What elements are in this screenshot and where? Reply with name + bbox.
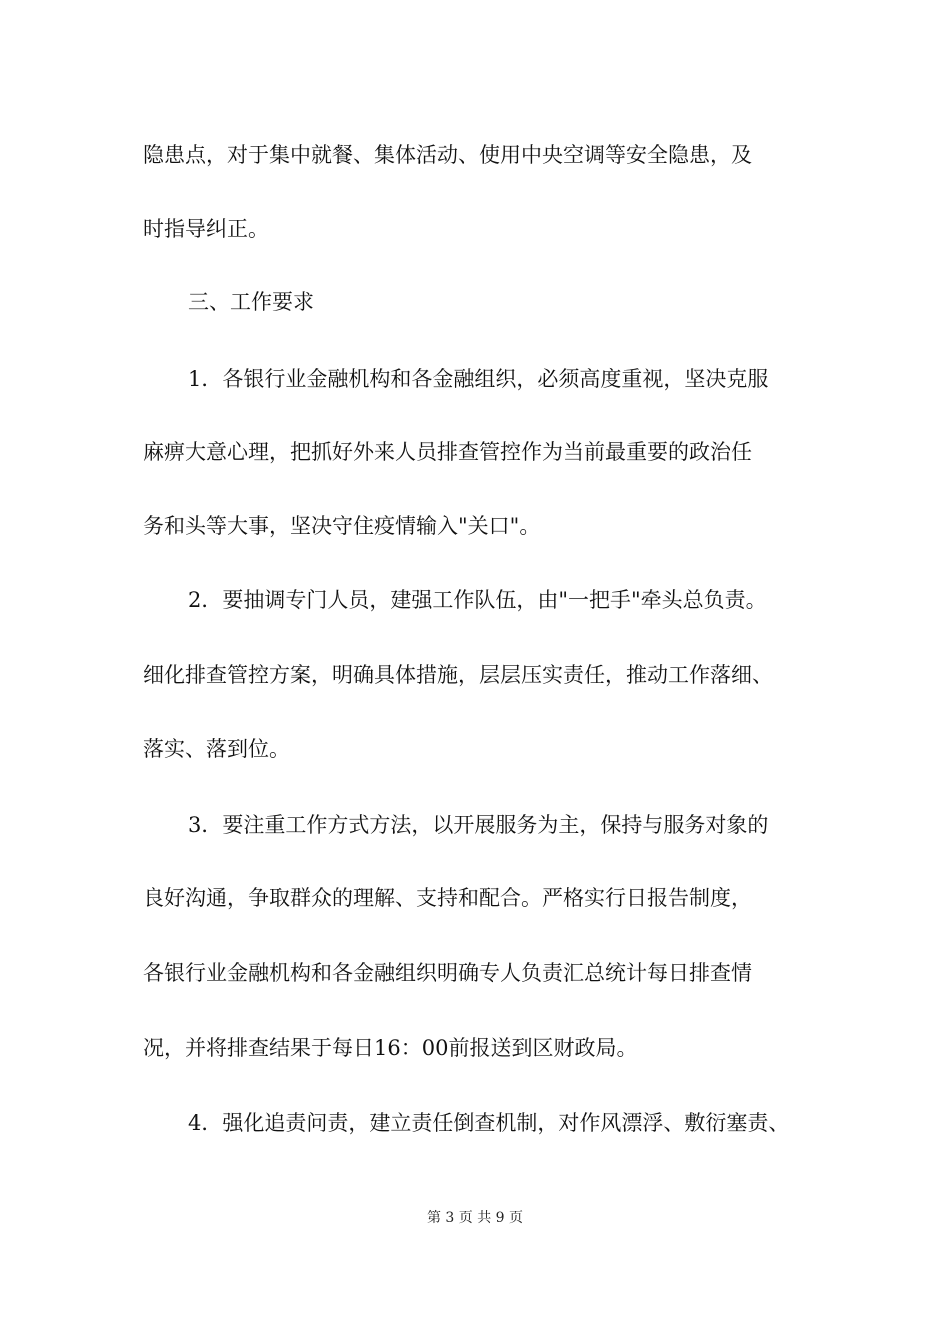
body-text-line: 良好沟通，争取群众的理解、支持和配合。严格实行日报告制度， xyxy=(143,886,752,910)
body-text-line: 麻痹大意心理，把抓好外来人员排查管控作为当前最重要的政治任 xyxy=(143,440,752,464)
body-text-line: 4．强化追责问责，建立责任倒查机制，对作风漂浮、敷衍塞责、 xyxy=(188,1111,790,1135)
body-text-line: 3．要注重工作方式方法，以开展服务为主，保持与服务对象的 xyxy=(188,813,769,837)
body-text-line: 隐患点，对于集中就餐、集体活动、使用中央空调等安全隐患，及 xyxy=(143,143,752,167)
body-text-line: 务和头等大事，坚决守住疫情输入"关口"。 xyxy=(143,514,541,538)
body-text-line: 落实、落到位。 xyxy=(143,737,290,761)
section-heading: 三、工作要求 xyxy=(188,290,314,314)
body-text-line: 1．各银行业金融机构和各金融组织，必须高度重视，坚决克服 xyxy=(188,367,769,391)
body-text-line: 各银行业金融机构和各金融组织明确专人负责汇总统计每日排查情 xyxy=(143,961,752,985)
body-text-line: 时指导纠正。 xyxy=(143,217,269,241)
body-text-line: 2．要抽调专门人员，建强工作队伍，由"一把手"牵头总负责。 xyxy=(188,588,767,612)
body-text-line: 细化排查管控方案，明确具体措施，层层压实责任，推动工作落细、 xyxy=(143,663,773,687)
page-number-footer: 第 3 页 共 9 页 xyxy=(426,1210,524,1226)
body-text-line: 况，并将排查结果于每日16：00前报送到区财政局。 xyxy=(143,1036,638,1060)
